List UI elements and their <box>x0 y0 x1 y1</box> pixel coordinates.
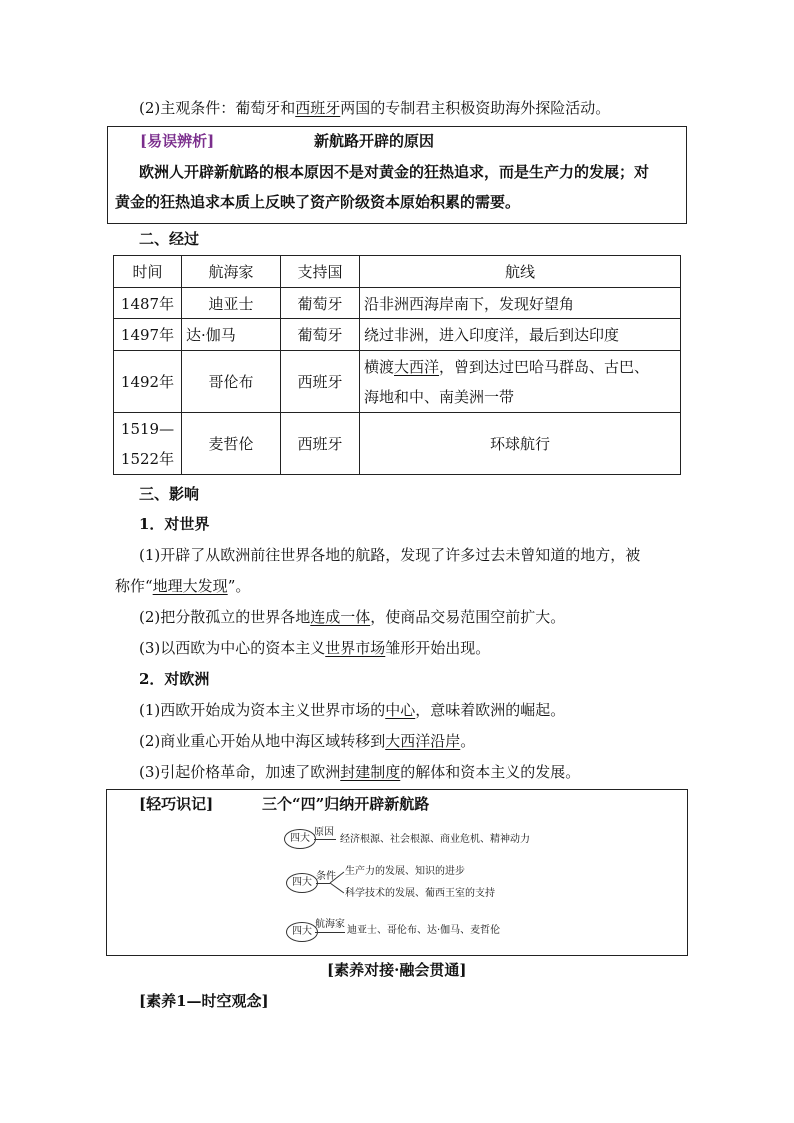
connector-line <box>314 839 336 840</box>
text: 称作“ <box>115 577 153 595</box>
text: (2)商业重心开始从地中海区域转移到 <box>139 732 386 750</box>
text: (2)把分散孤立的世界各地 <box>139 608 311 626</box>
box-tag: [易误辨析] <box>140 132 215 150</box>
group-text: 经济根源、社会根源、商业危机、精神动力 <box>340 834 530 845</box>
group-text: 迪亚士、哥伦布、达·伽马、麦哲伦 <box>347 925 501 936</box>
condition-line <box>139 98 610 118</box>
box-tag: [轻巧识记] <box>139 795 214 813</box>
section-heading: [素养1—时空观念] <box>139 992 269 1010</box>
box-title: 三个“四”归纳开辟新航路 <box>262 795 430 813</box>
cell-navigator: 麦哲伦 <box>182 413 281 475</box>
underlined-term: 中心 <box>385 701 416 719</box>
text: (3)以西欧为中心的资本主义 <box>139 639 326 657</box>
paragraph-line <box>139 731 475 751</box>
text: 1522年 <box>120 449 175 468</box>
underlined-term: 地理大发现 <box>152 577 228 595</box>
subsection-heading: 2．对欧洲 <box>139 670 210 688</box>
group-text: 科学技术的发展、葡西王室的支持 <box>345 888 495 899</box>
section-banner: [素养对接·融会贯通] <box>327 961 467 979</box>
text: 雏形开始出现。 <box>385 639 491 657</box>
cell-country: 葡萄牙 <box>281 288 360 319</box>
group-label: 航海家 <box>315 919 345 930</box>
cell-country: 西班牙 <box>281 413 360 475</box>
table-row <box>114 319 681 351</box>
section-heading: 三、影响 <box>139 485 200 503</box>
cell-time <box>114 413 182 475</box>
box-paragraph-line: 欧洲人开辟新航路的根本原因不是对黄金的狂热追求，而是生产力的发展；对 <box>139 163 650 181</box>
four-oval: 四大 <box>284 829 316 849</box>
text: 的解体和资本主义的发展。 <box>400 763 581 781</box>
underlined-term: 封建制度 <box>340 763 401 781</box>
text: ，使商品交易范围空前扩大。 <box>370 608 566 626</box>
text: 。 <box>460 732 476 750</box>
cell-navigator: 哥伦布 <box>182 351 281 413</box>
paragraph-line <box>115 576 250 596</box>
col-header: 时间 <box>114 256 182 288</box>
cell-country: 西班牙 <box>281 351 360 413</box>
paragraph-line <box>139 762 580 782</box>
box-paragraph-line: 黄金的狂热追求本质上反映了资产阶级资本原始积累的需要。 <box>115 193 521 211</box>
underlined-term: 连成一体 <box>310 608 371 626</box>
table-row <box>114 413 681 475</box>
group-label: 原因 <box>314 827 334 838</box>
col-header: 航海家 <box>182 256 281 288</box>
underlined-term: 大西洋沿岸 <box>385 732 461 750</box>
subsection-heading: 1．对世界 <box>139 515 210 533</box>
four-oval: 四大 <box>286 922 318 942</box>
cell-navigator: 达·伽马 <box>182 319 281 351</box>
voyages-table <box>113 255 681 475</box>
box-title: 新航路开辟的原因 <box>314 132 435 150</box>
table-row <box>114 351 681 413</box>
section-heading: 二、经过 <box>139 230 200 248</box>
four-oval: 四大 <box>286 873 318 893</box>
text: (3)引起价格革命，加速了欧洲 <box>139 763 341 781</box>
table-row <box>114 288 681 319</box>
table-header-row <box>114 256 681 288</box>
text: ，曾到达过巴哈马群岛、古巴、 <box>439 357 650 376</box>
cell-route <box>360 351 681 413</box>
group-label: 条件 <box>316 871 336 882</box>
group-text: 生产力的发展、知识的进步 <box>345 866 465 877</box>
paragraph-line: (1)开辟了从欧洲前往世界各地的航路，发现了许多过去未曾知道的地方，被 <box>139 546 641 564</box>
text: 1519— <box>120 419 175 438</box>
paragraph-line <box>139 607 565 627</box>
col-header: 航线 <box>360 256 681 288</box>
cell-time: 1487年 <box>114 288 182 319</box>
text: 横渡 <box>364 357 395 376</box>
text: (2)主观条件：葡萄牙和 <box>139 99 296 117</box>
text: (1)西欧开始成为资本主义世界市场的 <box>139 701 386 719</box>
branch-arrows <box>328 866 346 896</box>
col-header: 支持国 <box>281 256 360 288</box>
text: ”。 <box>227 577 251 595</box>
connector-line <box>315 932 345 933</box>
cell-time: 1492年 <box>114 351 182 413</box>
cell-route: 绕过非洲，进入印度洋，最后到达印度 <box>360 319 681 351</box>
cell-route: 环球航行 <box>360 413 681 475</box>
text: 海地和中、南美洲一带 <box>364 387 515 406</box>
cell-navigator: 迪亚士 <box>182 288 281 319</box>
underlined-term: 西班牙 <box>295 99 341 117</box>
cell-route: 沿非洲西海岸南下，发现好望角 <box>360 288 681 319</box>
underlined-term: 大西洋 <box>394 357 440 376</box>
cell-country: 葡萄牙 <box>281 319 360 351</box>
text: 两国的专制君主积极资助海外探险活动。 <box>340 99 611 117</box>
underlined-term: 世界市场 <box>325 639 386 657</box>
text: ，意味着欧洲的崛起。 <box>415 701 566 719</box>
paragraph-line <box>139 638 490 658</box>
cell-time: 1497年 <box>114 319 182 351</box>
paragraph-line <box>139 700 565 720</box>
